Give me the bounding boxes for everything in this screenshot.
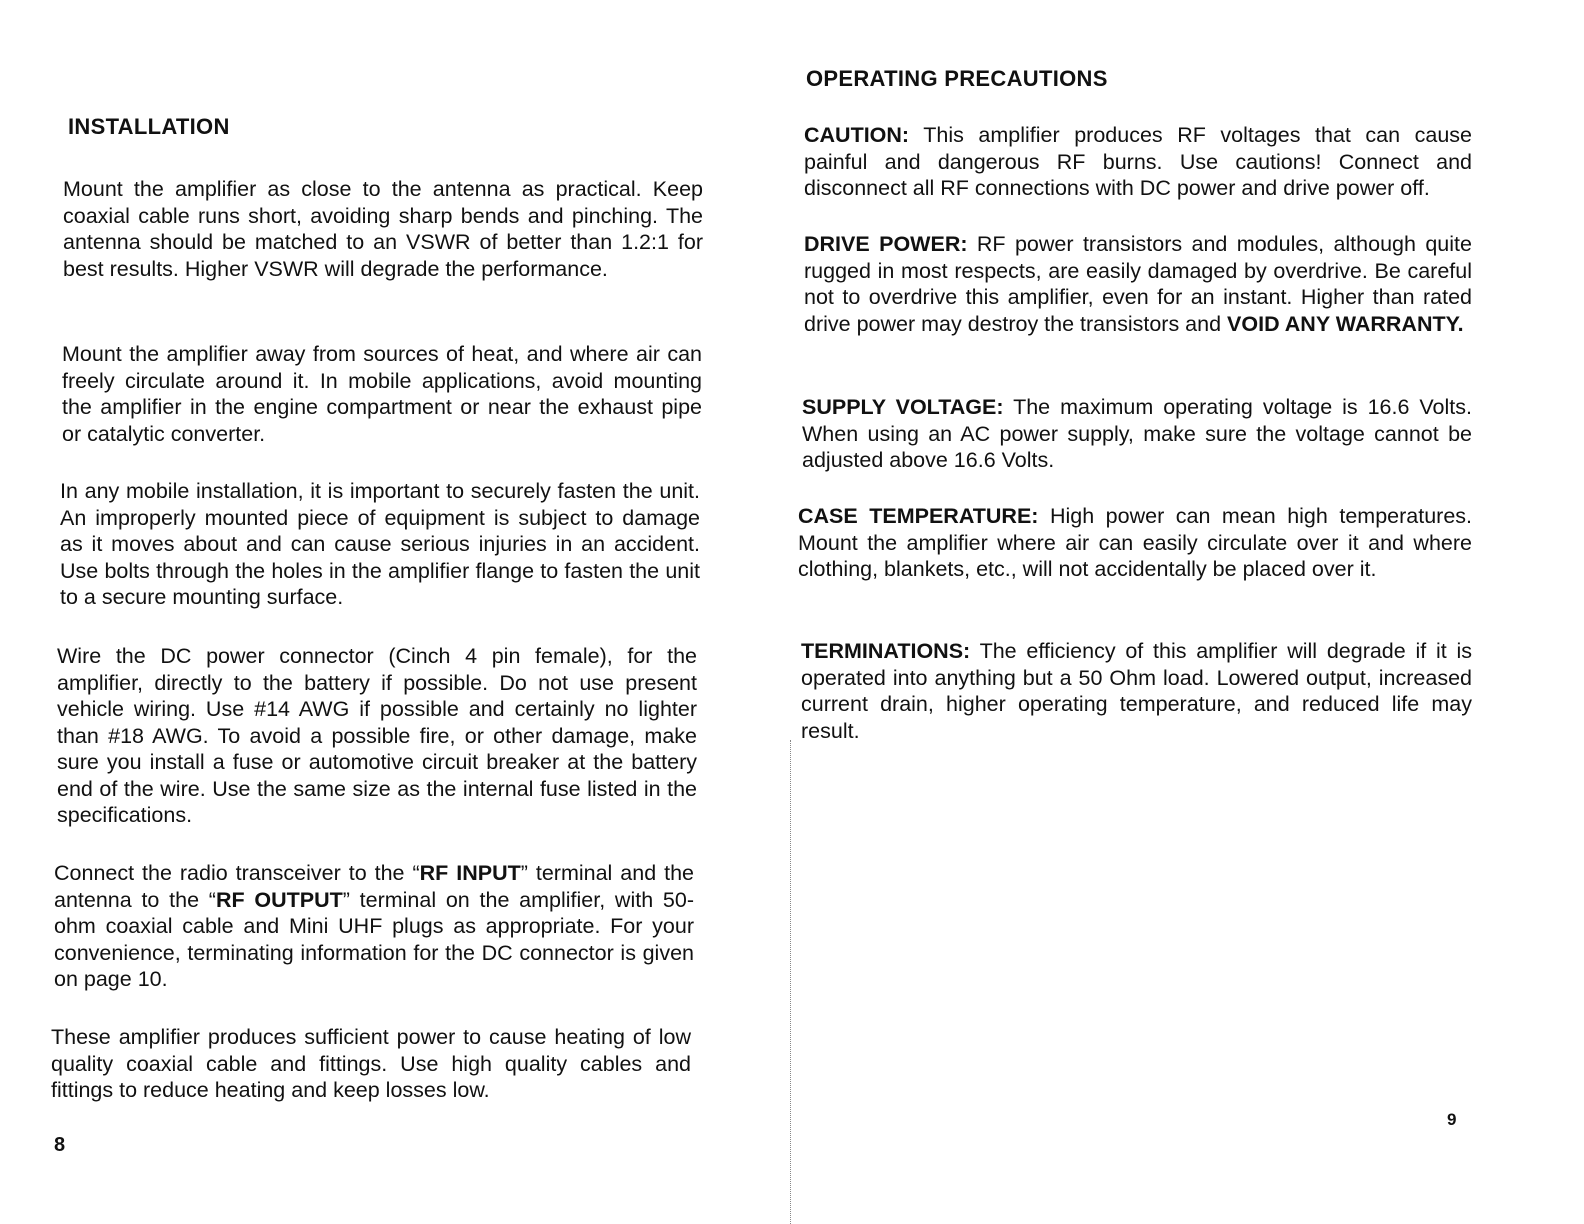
connection-text-3: ” terminal on the amplifier, with 50-ohm coaxial cable and Mini UHF plugs as appropriate. For your convenience, terminating information for the DC connector is given on page 10. — [54, 887, 694, 991]
caution-text: This amplifier produces RF voltages that can cause painful and dangerous RF burns. Use cautions! Connect and disconnect all RF connections with DC power and drive power off. — [804, 123, 1472, 200]
right-page — [792, 0, 1584, 1224]
connection-paragraph — [54, 860, 694, 993]
case-temperature-label: CASE TEMPERATURE: — [798, 504, 1039, 528]
page-number-right: 9 — [1447, 1110, 1457, 1129]
wiring-paragraph: Wire the DC power connector (Cinch 4 pin female), for the amplifier, directly to the battery if possible. Do not use present vehicle wiring. Use #14 AWG if possible and certainly no lighter than #18 AWG. To avoid a possible fire, or other damage, make sure you install a fuse or automotive circuit breaker at the battery end of the wire. Use the same size as the internal fuse listed in the specifications. — [57, 644, 697, 827]
drive-power-paragraph — [804, 231, 1472, 337]
center-fold-line — [790, 740, 791, 1224]
caution-paragraph — [804, 122, 1472, 202]
terminations-label: TERMINATIONS: — [801, 639, 971, 663]
case-temperature-paragraph — [798, 503, 1472, 583]
void-warranty-emphasis: VOID ANY WARRANTY. — [1227, 311, 1464, 336]
operating-precautions-heading: OPERATING PRECAUTIONS — [806, 66, 1108, 91]
supply-voltage-label: SUPPLY VOLTAGE: — [802, 395, 1004, 419]
page-number-left: 8 — [54, 1134, 66, 1156]
connection-text-2: ” terminal and the antenna to the “ — [54, 861, 694, 912]
mounting-paragraph: Mount the amplifier as close to the antenna as practical. Keep coaxial cable runs short, avoiding sharp bends and pinching. The antenna should be matched to an VSWR of better than 1.2:1 for best results. Higher VSWR will degrade the performance. — [63, 177, 703, 281]
heat-paragraph: Mount the amplifier away from sources of heat, and where air can freely circulate around it. In mobile applications, avoid mounting the amplifier in the engine compartment or near the exhaust pipe or catalytic converter. — [62, 342, 702, 446]
fastening-paragraph: In any mobile installation, it is important to securely fasten the unit. An improperly mounted piece of equipment is subject to damage as it moves about and can cause serious injuries in an accident. Use bolts through the holes in the amplifier flange to fasten the unit to a secure mounting surface. — [60, 479, 700, 609]
rf-input-label: RF INPUT — [419, 861, 521, 885]
caution-label: CAUTION: — [804, 123, 910, 147]
terminations-paragraph — [801, 638, 1472, 744]
supply-voltage-text: The maximum operating voltage is 16.6 Volts. When using an AC power supply, make sure the voltage cannot be adjusted above 16.6 Volts. — [802, 395, 1472, 472]
case-temperature-text: High power can mean high temperatures. Mount the amplifier where air can easily circulate over it and where clothing, blankets, etc., will not accidentally be placed over it. — [798, 504, 1472, 581]
heating-paragraph: These amplifier produces sufficient power to cause heating of low quality coaxial cable and fittings. Use high quality cables and fittings to reduce heating and keep losses low. — [51, 1025, 691, 1102]
supply-voltage-paragraph — [802, 394, 1472, 474]
installation-heading: INSTALLATION — [68, 114, 230, 139]
terminations-text: The efficiency of this amplifier will degrade if it is operated into anything but a 50 Ohm load. Lowered output, increased current drain, higher operating temperature, and reduced life may result. — [801, 639, 1472, 743]
drive-power-text: RF power transistors and modules, although quite rugged in most respects, are easily damaged by overdrive. Be careful not to overdrive this amplifier, even for an instant. Higher than rated drive power may destroy the transistors and — [804, 232, 1472, 336]
rf-output-label: RF OUTPUT — [215, 887, 343, 912]
connection-text-1: Connect the radio transceiver to the “ — [54, 861, 420, 885]
drive-power-label: DRIVE POWER: — [804, 232, 968, 256]
